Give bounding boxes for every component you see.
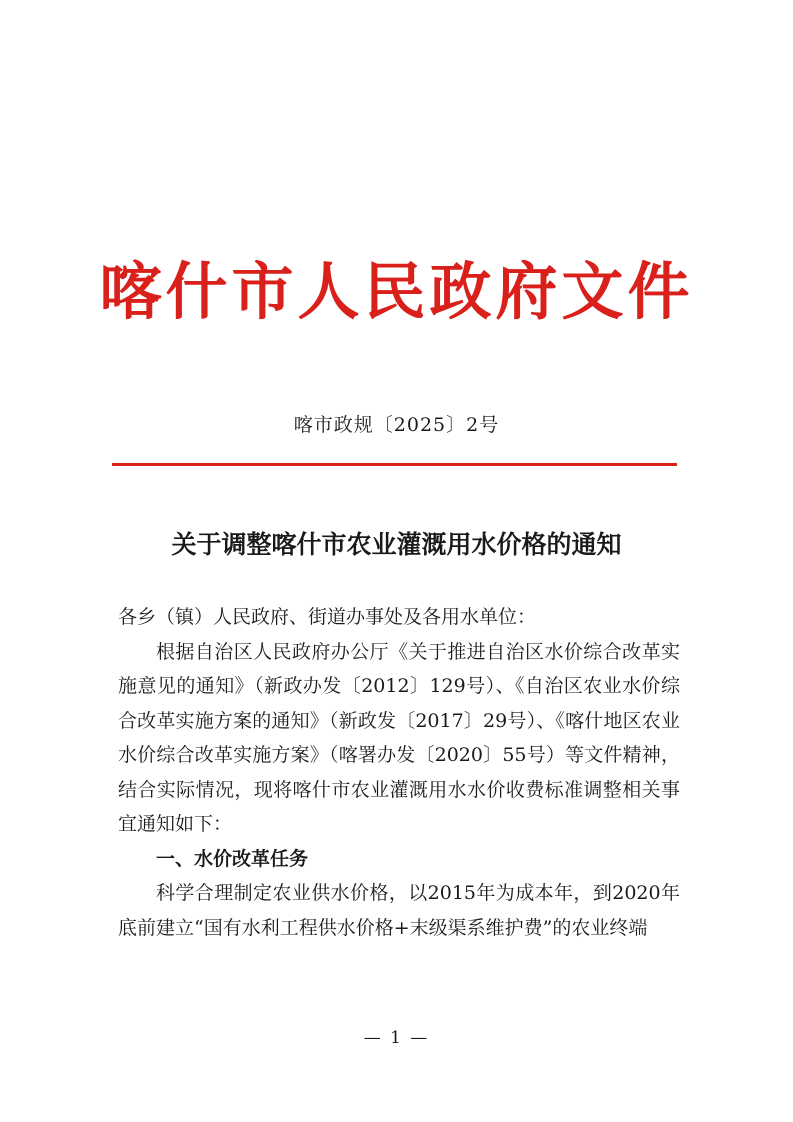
document-number: 喀市政规〔2025〕2号 [293,414,500,436]
document-body [118,600,680,945]
section-heading: 一、水价改革任务 [156,847,309,870]
document-header: 喀什市人民政府文件 [99,255,694,328]
salutation: 各乡（镇）人民政府、街道办事处及各用水单位： [118,606,537,628]
page-number: — 1 — [363,1028,430,1048]
document-title: 关于调整喀什市农业灌溉用水价格的通知 [171,530,622,559]
red-divider-line [112,463,677,466]
paragraph: 根据自治区人民政府办公厅《关于推进自治区水价综合改革实施意见的通知》（新政办发〔2012〕129号）、《自治区农业水价综合改革实施方案的通知》（新政发〔2017〕29号）、《喀什地区农业水价综合改革实施方案》（喀署办发〔2020〕55号）等文件精神，结合实际情况，现将喀什市农业灌溉用水水价收费标准调整相关事宜通知如下： [118,640,680,835]
paragraph: 科学合理制定农业供水价格，以2015年为成本年，到2020年底前建立“国有水利工程供水价格+末级渠系维护费”的农业终端 [118,882,680,939]
